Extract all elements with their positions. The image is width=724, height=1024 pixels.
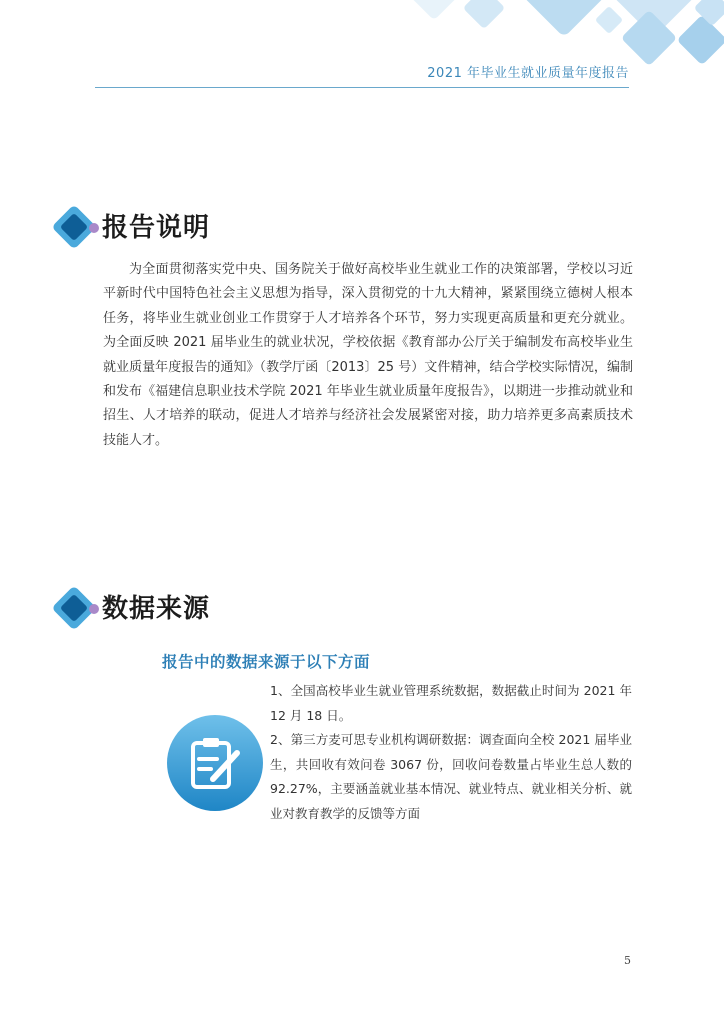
paragraph-text: 为全面贯彻落实党中央、国务院关于做好高校毕业生就业工作的决策部署，学校以习近平新时代中国特色社会主义思想为指导，深入贯彻党的十九大精神，紧紧围绕立德树人根本任务，将毕业生就业创业工作贯穿于人才培养各个环节，努力实现更高质量和更充分就业。为全面反映 2021 届毕业生的就业状况，学校依据《教育部办公厅关于编制发布高校毕业生就业质量年度报告的通知》（教学厅函〔2013〕25 号）文件精神，结合学校实际情况，编制和发布《福建信息职业技术学院 2021 年毕业生就业质量年度报告》，以期进一步推动就业和招生、人才培养的联动，促进人才培养与经济社会发展紧密对接，助力培养更多高素质技术技能人才。 [103,262,633,448]
edit-document-icon [165,713,265,813]
list-item: 2、第三方麦可思专业机构调研数据：调查面向全校 2021 届毕业生，共回收有效问卷 3067 份，回收问卷数量占毕业生总人数的 92.27%，主要涵盖就业基本情况、就业特点、就业相关分析、就业对教育教学的反馈等方面 [270,732,632,821]
header-title: 2021 年毕业生就业质量年度报告 [427,66,629,81]
data-source-list [270,679,632,827]
section-title: 数据来源 [102,594,211,624]
section-title: 报告说明 [102,213,211,243]
diamond-bullet-icon [52,205,108,249]
section-heading-report-description [52,205,452,249]
section-heading-data-source [52,586,452,630]
data-source-subtitle: 报告中的数据来源于以下方面 [162,653,371,671]
report-description-paragraph [103,258,633,453]
diamond-bullet-icon [52,586,108,630]
page-number: 5 [624,954,631,967]
list-item: 1、全国高校毕业生就业管理系统数据，数据截止时间为 2021 年 12 月 18 日。 [270,683,632,723]
header-divider [95,87,629,88]
